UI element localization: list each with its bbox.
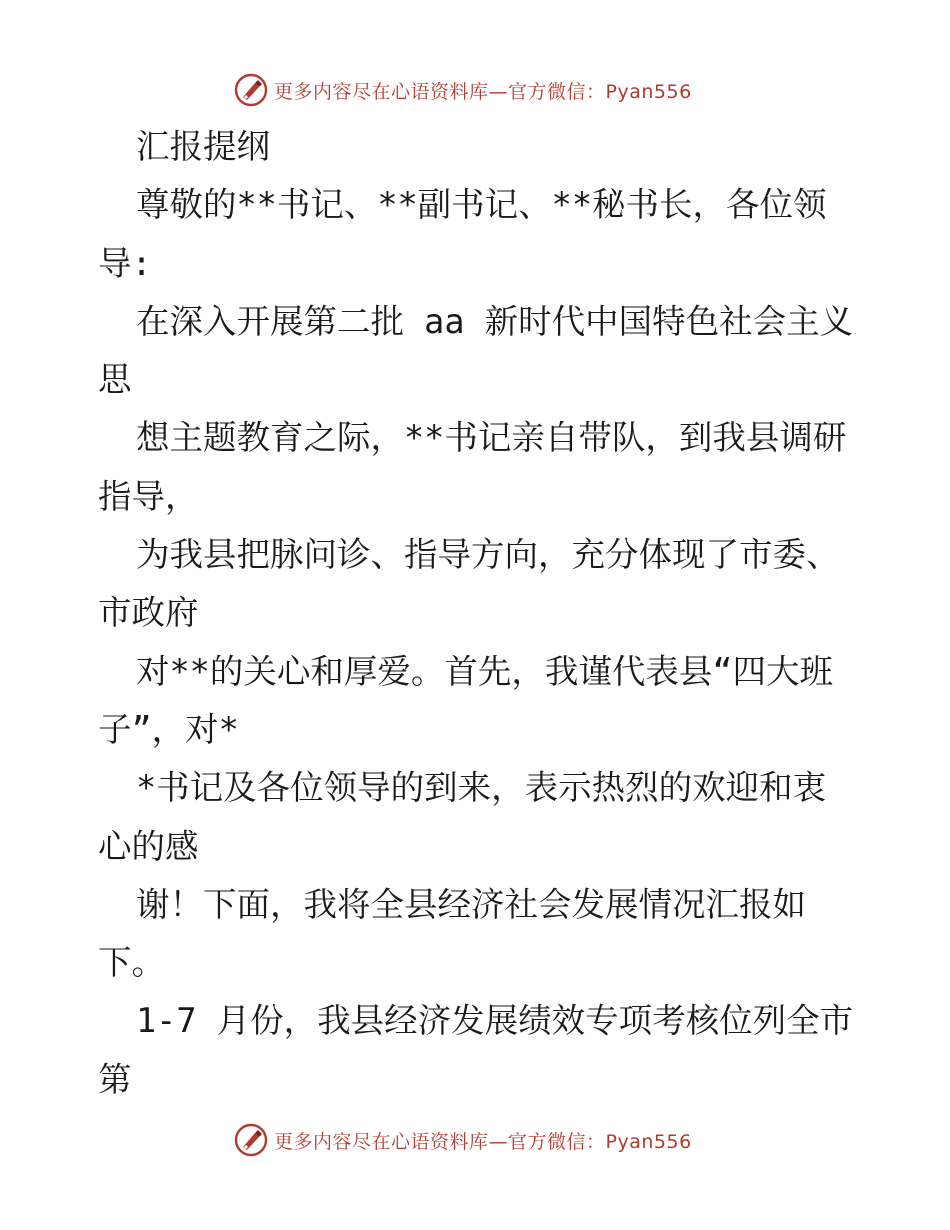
watermark-text: 更多内容尽在心语资料库—官方微信：Pyan556: [274, 1130, 692, 1153]
body-line: 导:: [98, 243, 152, 283]
pen-logo-icon: [234, 73, 268, 107]
body-line: 为我县把脉问诊、指导方向，充分体现了市委、: [136, 535, 840, 575]
body-line: 下。: [98, 943, 165, 983]
body-line: 汇报提纲: [136, 127, 270, 166]
body-line: 子”，对*: [98, 709, 239, 749]
body-line: 对**的关心和厚爱。首先，我谨代表县“四大班: [136, 651, 834, 691]
body-line: 在深入开展第二批 aa 新时代中国特色社会主义: [136, 301, 854, 341]
body-line: 尊敬的**书记、**副书记、**秘书长，各位领: [136, 185, 827, 225]
watermark-text: 更多内容尽在心语资料库—官方微信：Pyan556: [274, 80, 692, 103]
pen-logo-icon: [234, 1123, 268, 1157]
body-line: 1-7 月份，我县经济发展绩效专项考核位列全市: [136, 1001, 854, 1041]
body-line: 指导，: [98, 476, 199, 516]
header-watermark: [234, 70, 692, 110]
body-line: 思: [98, 360, 132, 400]
body-line: 第: [98, 1059, 132, 1099]
footer-watermark: [234, 1120, 692, 1160]
body-line: 心的感: [98, 826, 199, 866]
body-line: *书记及各位领导的到来，表示热烈的欢迎和衷: [136, 768, 827, 808]
document-body: [98, 118, 858, 1109]
body-line: 市政府: [98, 593, 199, 633]
body-line: 想主题教育之际，**书记亲自带队，到我县调研: [136, 418, 847, 458]
body-line: 谢！下面，我将全县经济社会发展情况汇报如: [136, 884, 806, 924]
